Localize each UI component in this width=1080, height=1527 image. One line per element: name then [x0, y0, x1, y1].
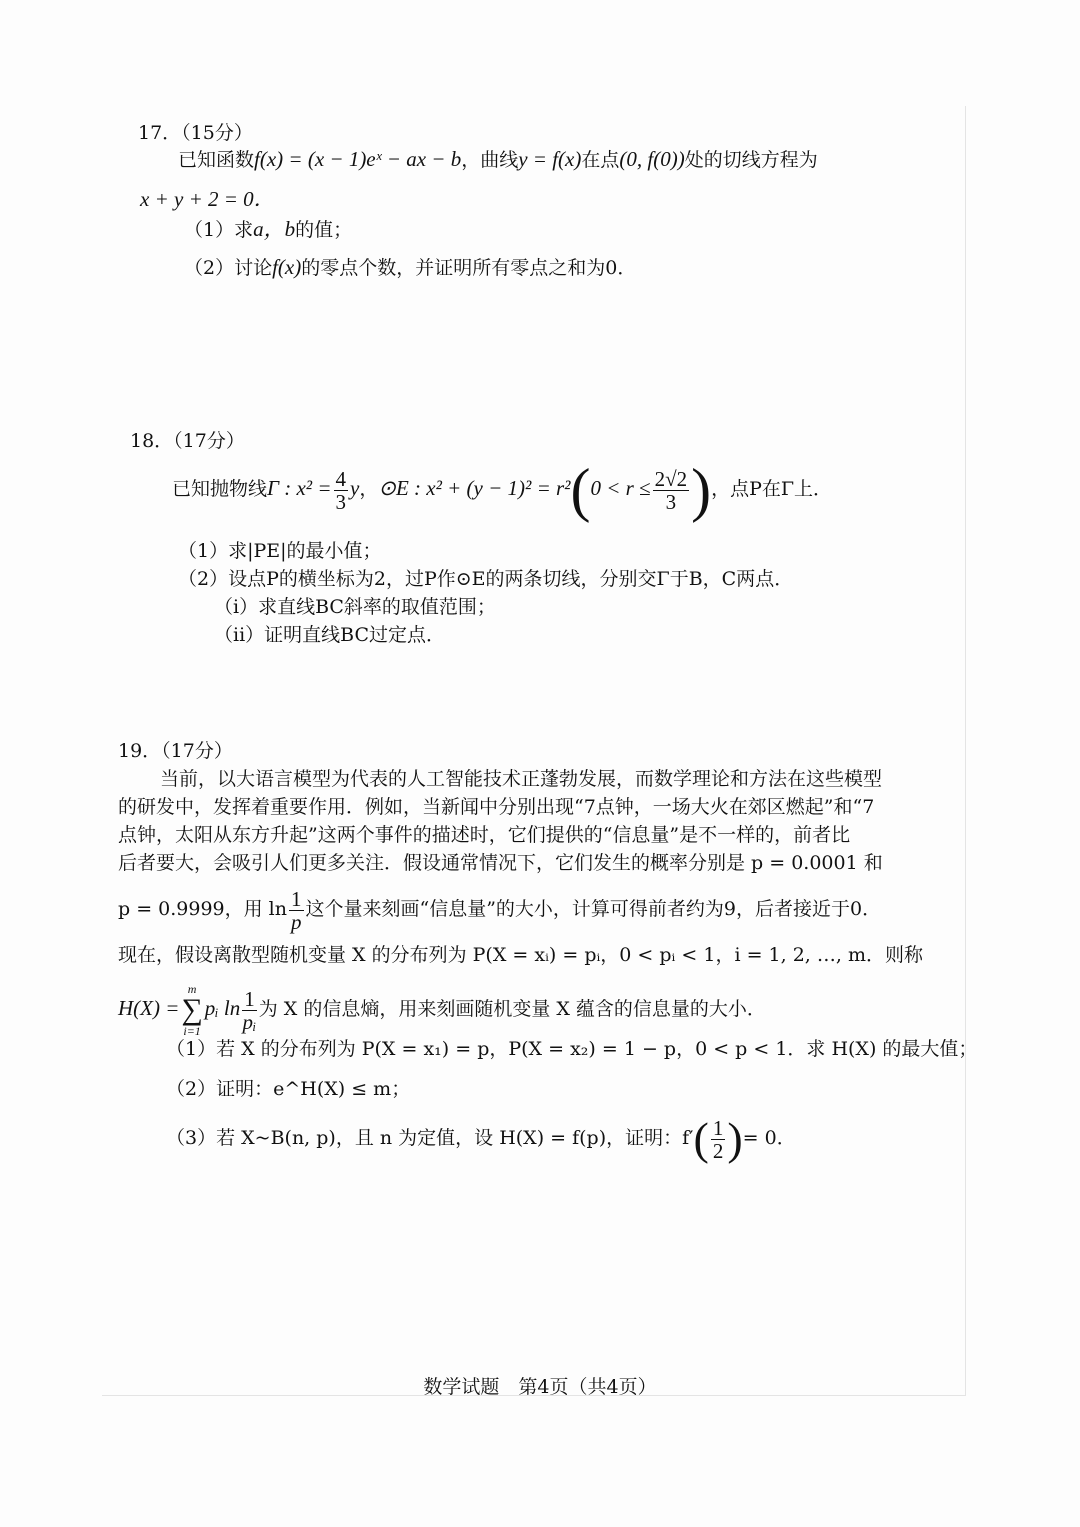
q17-part1: （1）求a，b的值； [184, 217, 353, 241]
q19-paragraph-line: 当前，以大语言模型为代表的人工智能技术正蓬勃发展，而数学理论和方法在这些模型 [160, 768, 883, 790]
q18-parabola-fraction: $\frac{4}{3}$ [335, 466, 346, 514]
q19-entropy-definition: H(X) = m ∑ i=1 pᵢ ln $\frac{1}{\text{pᵢ}}$ 为 X 的信息熵，用来刻画随机变量 X 蕴含的信息量的大小． [118, 982, 766, 1038]
q19-part1: （1）若 X 的分布列为 P(X = x₁) = p，P(X = x₂) = 1 − p，0 < p < 1．求 H(X) 的最大值； [166, 1038, 978, 1060]
q18-radius-bound: $\frac{2√2}{3}$ [654, 466, 688, 514]
q17-curve: y = f(x) [518, 147, 582, 171]
q19-paragraph-line: 后者要大，会吸引人们更多关注．假设通常情况下，它们发生的概率分别是 p = 0.0001 和 [118, 852, 883, 874]
page-footer: 数学试题 第4页（共4页） [423, 1376, 657, 1398]
q19-header: 19．（17分） [118, 740, 233, 762]
q17-point: (0, f(0)) [619, 147, 685, 171]
q17-tangent-line: x + y + 2 = 0． [140, 187, 275, 211]
q18-part2: （2）设点P的横坐标为2，过P作⊙E的两条切线，分别交Γ于B，C两点． [178, 568, 794, 590]
q18-header: 18．（17分） [130, 430, 245, 452]
q18-circle: ⊙E : x² + (y − 1)² = r² [378, 476, 571, 500]
q19-paragraph-line: 的研发中，发挥着重要作用．例如，当新闻中分别出现“7点钟，一场大火在郊区燃起”和“7 [118, 796, 875, 818]
q17-part2: （2）讨论f(x)的零点个数，并证明所有零点之和为0． [184, 255, 637, 279]
q19-part3: （3）若 X~B(n, p)，且 n 为定值，设 H(X) = f(p)，证明：f′( $\frac{1}{2}$ )= 0． [166, 1113, 796, 1164]
q19-entropy-fraction: $\frac{1}{\text{pᵢ}}$ [242, 986, 257, 1034]
q19-part2: （2）证明：e^H(X) ≤ m； [166, 1078, 411, 1100]
q17-header: 17．（15分） [138, 122, 253, 144]
q17-intro: 已知函数f(x) = (x − 1)eˣ − ax − b，曲线y = f(x)在点(0, f(0))处的切线方程为 [178, 147, 818, 171]
q18-part2-i: （i）求直线BC斜率的取值范围； [214, 596, 496, 618]
q19-paragraph-line: p = 0.9999，用 ln $\frac{1}{p}$ 这个量来刻画“信息量”的大小，计算可得前者约为9，后者接近于0． [118, 886, 882, 934]
q18-part2-ii: （ii）证明直线BC过定点． [214, 624, 446, 646]
q19-paragraph-line: 现在，假设离散型随机变量 X 的分布列为 P(X = xᵢ) = pᵢ，0 < pᵢ < 1，i = 1, 2, …, m．则称 [118, 944, 923, 966]
q19-paragraph-line: 点钟，太阳从东方升起”这两个事件的描述时，它们提供的“信息量”是不一样的，前者比 [118, 824, 851, 846]
summation-symbol: m ∑ i=1 [181, 982, 203, 1038]
q19-ln-fraction: $\frac{1}{p}$ [291, 886, 302, 934]
q19-half-fraction: $\frac{1}{2}$ [712, 1115, 724, 1163]
q18-intro: 已知抛物线Γ : x² = $\frac{4}{3}$ y，⊙E : x² + (y − 1)² = r²(0 < r ≤ $\frac{2√2}{3}$ )，点P在Γ上． [172, 457, 833, 523]
q18-part1: （1）求|PE|的最小值； [178, 540, 382, 562]
q17-function: f(x) = (x − 1)eˣ − ax − b [254, 147, 462, 171]
